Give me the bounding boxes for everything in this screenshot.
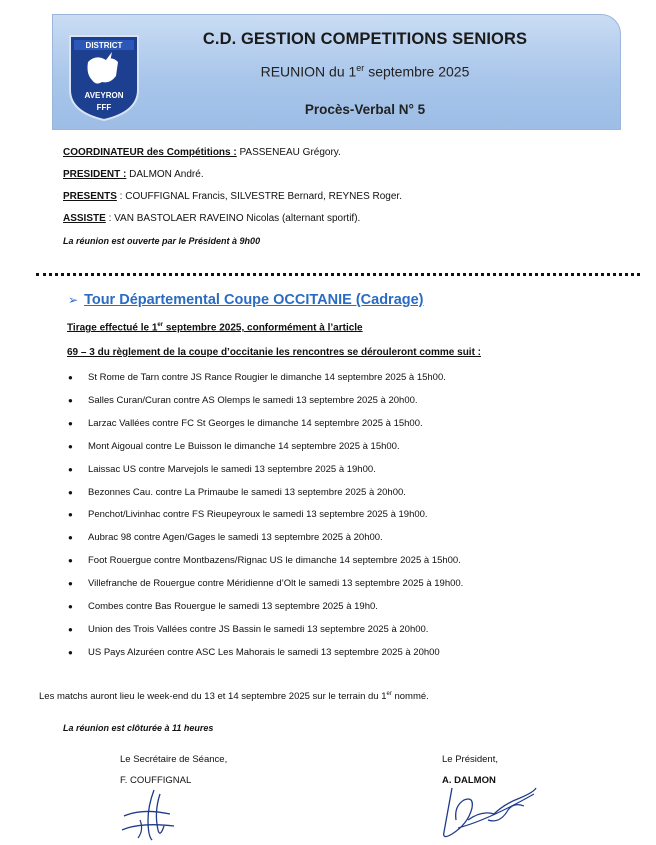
tirage-pre: Tirage effectué le 1 [67,322,158,334]
bullet-icon: ● [68,487,73,497]
section-divider [36,273,640,276]
match-text: Foot Rouergue contre Montbazens/Rignac US le dimanche 14 septembre 2025 à 15h00. [88,555,461,567]
bullet-icon: ● [68,418,73,428]
coordinator-value: PASSENEAU Grégory. [236,147,341,158]
president-signature [438,780,540,842]
opening-statement: La réunion est ouverte par le Président à 9h00 [63,236,261,246]
match-text: Aubrac 98 contre Agen/Gages le samedi 13 septembre 2025 à 20h00. [88,532,383,544]
coordinator-label: COORDINATEUR des Compétitions : [63,147,237,158]
list-item [68,487,406,498]
president-sign-label: Le Président, [442,754,498,765]
list-item [68,441,400,452]
match-text: Union des Trois Vallées contre JS Bassin le samedi 13 septembre 2025 à 20h00. [88,623,429,635]
match-text: Combes contre Bas Rouergue le samedi 13 septembre 2025 à 19h0. [88,601,378,612]
list-item [68,395,418,406]
bullet-icon: ● [68,441,73,451]
list-item [68,418,423,429]
assiste-label: ASSISTE [63,213,106,224]
list-item [68,601,378,612]
bullet-icon: ● [68,624,73,634]
bullet-icon: ● [68,464,73,474]
closing-statement: La réunion est clôturée à 11 heures [63,723,214,733]
minutes-number: Procès-Verbal N° 5 [304,102,426,117]
match-text: Laissac US contre Marvejols le samedi 13 septembre 2025 à 19h00. [88,463,376,475]
match-text: Mont Aigoual contre Le Buisson le dimanche 14 septembre 2025 à 15h00. [88,440,400,452]
section-title-text: Tour Départemental Coupe OCCITANIE (Cadrage) [84,292,424,308]
bullet-icon: ● [68,533,73,543]
meeting-date-sup: er [356,63,365,73]
weekend-post: nommé. [391,691,429,703]
logo-bottom-text: AVEYRON [84,91,124,100]
list-item [68,578,463,589]
weekend-note [39,691,429,702]
list-item [68,509,428,520]
secretary-label: Le Secrétaire de Séance, [120,754,228,765]
president-line [63,169,204,180]
secretary-name: F. COUFFIGNAL [120,775,192,786]
arrow-bullet-icon: ➢ [68,293,79,307]
bullet-icon: ● [68,579,73,589]
match-text: Larzac Vallées contre FC St Georges le dimanche 14 septembre 2025 à 15h00. [88,417,423,429]
bullet-icon: ● [68,373,73,382]
presents-value: : COUFFIGNAL Francis, SILVESTRE Bernard, REYNES Roger. [116,191,402,202]
list-item [68,555,461,566]
coordinator-line [63,147,341,158]
meeting-date-pre: REUNION du 1 [260,63,357,80]
tirage-post: septembre 2025, conformément à l’article [163,322,363,334]
match-text: US Pays Alzuréen contre ASC Les Mahorais le samedi 13 septembre 2025 à 20h00 [88,646,440,658]
bullet-icon: ● [68,510,73,520]
match-text: Penchot/Livinhac contre FS Rieupeyroux le samedi 13 septembre 2025 à 19h00. [88,509,428,521]
match-text: Salles Curan/Curan contre AS Olemps le samedi 13 septembre 2025 à 20h00. [88,394,418,406]
presents-label: PRESENTS [63,191,117,202]
list-item [68,532,383,543]
tirage-line-1 [67,322,363,333]
tirage-sup: er [157,322,164,328]
match-text: Bezonnes Cau. contre La Primaube le samedi 13 septembre 2025 à 20h00. [88,486,406,498]
list-item [68,624,428,635]
bullet-icon: ● [68,556,73,566]
secretary-signature [118,786,182,844]
list-item [68,464,376,475]
logo-top-text: DISTRICT [85,41,123,50]
document-title: C.D. GESTION COMPETITIONS SENIORS [202,30,528,48]
match-text: Villefranche de Rouergue contre Méridienne d’Olt le samedi 13 septembre 2025 à 19h00. [88,578,464,590]
assiste-line [63,213,360,224]
bullet-icon: ● [68,602,73,611]
assiste-value: : VAN BASTOLAER RAVEINO Nicolas (alternant sportif). [105,213,361,224]
logo-fff-text: FFF [96,103,112,112]
bullet-icon: ● [68,647,73,657]
list-item [68,372,446,383]
president-value: DALMON André. [126,169,204,180]
president-sign-name: A. DALMON [442,775,496,786]
weekend-sup: er [386,691,392,697]
district-aveyron-logo [66,32,142,122]
tirage-line-2: 69 – 3 du règlement de la coupe d’occitanie les rencontres se dérouleront comme suit : [67,347,482,358]
president-label: PRESIDENT : [63,169,127,180]
match-text: St Rome de Tarn contre JS Rance Rougier le dimanche 14 septembre 2025 à 15h00. [88,372,446,383]
weekend-pre: Les matchs auront lieu le week-end du 13 et 14 septembre 2025 sur le terrain du 1 [39,691,387,703]
meeting-date [150,63,580,80]
presents-line [63,191,402,202]
bullet-icon: ● [68,395,73,405]
list-item [68,647,440,658]
section-title [68,292,424,308]
meeting-date-post: septembre 2025 [364,63,470,80]
